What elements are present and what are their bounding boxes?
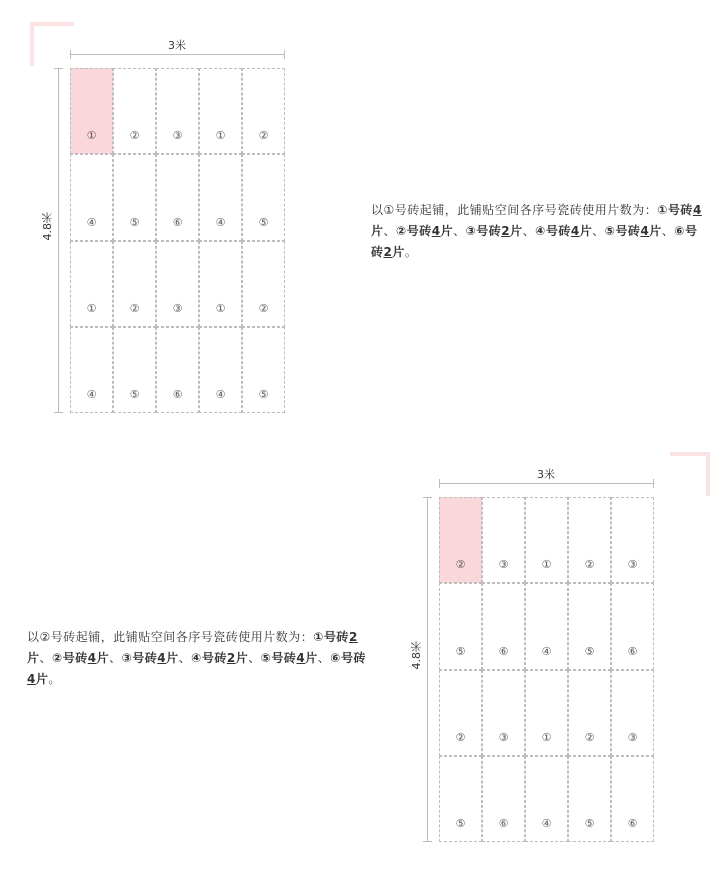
separator: 、 bbox=[453, 224, 466, 238]
tile-count-item bbox=[261, 651, 318, 665]
tile-number: ⑥ bbox=[172, 388, 183, 401]
separator: 、 bbox=[178, 651, 192, 665]
start-tile bbox=[439, 497, 482, 583]
tile-count-unit: 片 bbox=[371, 224, 384, 238]
tile bbox=[525, 756, 568, 842]
tile-number: ① bbox=[86, 301, 97, 315]
tile bbox=[525, 670, 568, 756]
tile-number: ④ bbox=[86, 388, 97, 401]
tile-number: ① bbox=[86, 129, 97, 143]
tile bbox=[482, 583, 525, 669]
tile-number: ② bbox=[129, 129, 140, 143]
tile bbox=[113, 241, 156, 327]
tile-number: ④ bbox=[215, 388, 226, 401]
tile-number: ⑤ bbox=[258, 215, 269, 229]
tile bbox=[70, 241, 113, 327]
tile-number: ③ bbox=[627, 730, 638, 744]
tile bbox=[568, 670, 611, 756]
tile bbox=[156, 154, 199, 240]
tile bbox=[611, 670, 654, 756]
tile-number: ② bbox=[455, 730, 466, 744]
tile-count-item bbox=[535, 224, 592, 238]
tile-number: ① bbox=[215, 129, 226, 143]
tile-number: ④ bbox=[541, 644, 552, 658]
tile bbox=[611, 497, 654, 583]
tile bbox=[70, 154, 113, 240]
decorative-corner-top-left bbox=[30, 22, 74, 66]
usage-description bbox=[371, 200, 707, 263]
tile-number: ③ bbox=[498, 730, 509, 744]
tile-count-value: 4 bbox=[296, 651, 306, 665]
tile-layout-grid bbox=[439, 497, 654, 842]
tile-number: ① bbox=[541, 558, 552, 572]
tile-number: ⑥ bbox=[627, 644, 638, 658]
tile bbox=[525, 497, 568, 583]
separator: 、 bbox=[661, 224, 675, 238]
tile-count-item bbox=[605, 224, 662, 238]
tile-number: ⑤ bbox=[258, 388, 269, 401]
width-dimension-label: 3米 bbox=[537, 468, 555, 481]
tile-count-item bbox=[122, 651, 179, 665]
tile-count-unit: 片 bbox=[96, 651, 110, 665]
tile-number: ③ bbox=[627, 558, 638, 572]
tile bbox=[156, 241, 199, 327]
tile-count-value: 4 bbox=[431, 224, 441, 238]
tile-count-unit: 片 bbox=[510, 224, 523, 238]
tile-count-label: ⑤号砖 bbox=[260, 651, 297, 665]
tile-count-label: ②号砖 bbox=[396, 224, 432, 238]
start-tile bbox=[70, 68, 113, 154]
width-dimension-line bbox=[439, 483, 654, 484]
tile-count-item bbox=[52, 651, 109, 665]
tile bbox=[113, 327, 156, 413]
tile bbox=[439, 756, 482, 842]
tile bbox=[568, 583, 611, 669]
tile-number: ③ bbox=[172, 301, 183, 315]
tile-count-unit: 片 bbox=[235, 651, 249, 665]
tile bbox=[113, 154, 156, 240]
width-dimension-label: 3米 bbox=[168, 39, 186, 52]
tile bbox=[482, 497, 525, 583]
tile-count-value: 4 bbox=[27, 672, 36, 686]
tile bbox=[611, 583, 654, 669]
separator: 、 bbox=[383, 224, 397, 238]
tile bbox=[482, 756, 525, 842]
tile-count-label: ⑥号砖 bbox=[371, 224, 698, 259]
tile-number: ② bbox=[258, 129, 269, 143]
height-dimension-label: 4.8米 bbox=[41, 212, 54, 241]
tile-count-value: 4 bbox=[570, 224, 580, 238]
tile-count-label: ①号砖 bbox=[657, 203, 693, 217]
height-dimension-label: 4.8米 bbox=[410, 641, 423, 670]
tile-count-value: 4 bbox=[157, 651, 167, 665]
height-dimension-tick bbox=[54, 412, 63, 413]
tile bbox=[199, 241, 242, 327]
tile-number: ⑤ bbox=[455, 644, 466, 658]
tile bbox=[568, 497, 611, 583]
separator: 、 bbox=[592, 224, 605, 238]
separator: 。 bbox=[404, 245, 418, 259]
description-intro: 以②号砖起铺，此铺贴空间各序号瓷砖使用片数为： bbox=[27, 630, 314, 644]
tile-count-unit: 片 bbox=[392, 245, 405, 259]
tile-count-label: ①号砖 bbox=[313, 630, 349, 644]
tile-number: ⑥ bbox=[172, 215, 183, 229]
tile-number: ⑤ bbox=[584, 644, 595, 658]
tile-count-label: ④号砖 bbox=[535, 224, 571, 238]
tile-number: ② bbox=[584, 730, 595, 744]
tile-number: ④ bbox=[86, 215, 97, 229]
tile-number: ② bbox=[584, 558, 595, 572]
tile-count-value: 2 bbox=[501, 224, 511, 238]
tile-number: ② bbox=[258, 301, 269, 315]
tile bbox=[611, 756, 654, 842]
tile-number: ① bbox=[541, 730, 552, 744]
tile bbox=[525, 583, 568, 669]
tile-number: ⑥ bbox=[498, 644, 509, 658]
tile-number: ③ bbox=[498, 558, 509, 572]
separator: 、 bbox=[522, 224, 536, 238]
tile-count-unit: 片 bbox=[305, 651, 318, 665]
height-dimension-tick bbox=[423, 841, 432, 842]
tile-count-item bbox=[396, 224, 453, 238]
tile bbox=[568, 756, 611, 842]
tile-number: ⑤ bbox=[129, 215, 140, 229]
tile-number: ① bbox=[215, 301, 226, 315]
tile-number: ④ bbox=[541, 817, 552, 830]
tile bbox=[199, 327, 242, 413]
tile-number: ⑤ bbox=[455, 817, 466, 830]
height-dimension-line bbox=[58, 68, 59, 413]
separator: 、 bbox=[317, 651, 331, 665]
tile bbox=[482, 670, 525, 756]
description-intro: 以①号砖起铺，此铺贴空间各序号瓷砖使用片数为： bbox=[371, 203, 658, 217]
width-dimension-line bbox=[70, 54, 285, 55]
tile-count-unit: 片 bbox=[440, 224, 454, 238]
tile bbox=[70, 327, 113, 413]
tile-count-label: ⑤号砖 bbox=[604, 224, 641, 238]
width-dimension-tick bbox=[439, 479, 440, 488]
tile-count-unit: 片 bbox=[166, 651, 179, 665]
separator: 、 bbox=[109, 651, 122, 665]
separator: 、 bbox=[248, 651, 261, 665]
tile bbox=[156, 68, 199, 154]
width-dimension-tick bbox=[653, 479, 654, 488]
tile-count-value: 4 bbox=[692, 203, 702, 217]
width-dimension-tick bbox=[284, 50, 285, 59]
tile-count-value: 2 bbox=[348, 630, 358, 644]
tile-count-value: 2 bbox=[226, 651, 236, 665]
tile-count-unit: 片 bbox=[35, 672, 49, 686]
tile-count-label: ③号砖 bbox=[465, 224, 502, 238]
tile-count-label: ⑥号砖 bbox=[330, 651, 366, 665]
height-dimension-tick bbox=[423, 497, 432, 498]
separator: 、 bbox=[39, 651, 53, 665]
separator: 。 bbox=[48, 672, 61, 686]
tile-number: ② bbox=[129, 301, 140, 315]
tile bbox=[156, 327, 199, 413]
tile-count-item bbox=[191, 651, 248, 665]
tile bbox=[242, 327, 285, 413]
tile bbox=[199, 68, 242, 154]
tile-count-item bbox=[466, 224, 523, 238]
tile-count-unit: 片 bbox=[649, 224, 662, 238]
height-dimension-line bbox=[427, 497, 428, 842]
tile bbox=[242, 68, 285, 154]
tile bbox=[242, 154, 285, 240]
tile-count-label: ③号砖 bbox=[121, 651, 158, 665]
tile-number: ⑥ bbox=[627, 817, 638, 830]
tile bbox=[242, 241, 285, 327]
height-dimension-tick bbox=[54, 68, 63, 69]
tile-count-label: ④号砖 bbox=[191, 651, 227, 665]
tile-layout-grid bbox=[70, 68, 285, 413]
tile bbox=[199, 154, 242, 240]
tile bbox=[439, 583, 482, 669]
tile-count-unit: 片 bbox=[27, 651, 40, 665]
tile-number: ③ bbox=[172, 129, 183, 143]
tile bbox=[113, 68, 156, 154]
tile-count-label: ②号砖 bbox=[52, 651, 88, 665]
tile-number: ⑥ bbox=[498, 817, 509, 830]
tile-count-value: 4 bbox=[640, 224, 650, 238]
tile bbox=[439, 670, 482, 756]
tile-number: ⑤ bbox=[584, 817, 595, 830]
usage-description bbox=[27, 627, 367, 690]
tile-count-value: 4 bbox=[87, 651, 97, 665]
tile-count-unit: 片 bbox=[579, 224, 593, 238]
tile-number: ④ bbox=[215, 215, 226, 229]
tile-number: ⑤ bbox=[129, 388, 140, 401]
tile-number: ② bbox=[455, 558, 466, 572]
width-dimension-tick bbox=[70, 50, 71, 59]
tile-count-value: 2 bbox=[383, 245, 393, 259]
decorative-corner-top-right bbox=[670, 452, 710, 496]
